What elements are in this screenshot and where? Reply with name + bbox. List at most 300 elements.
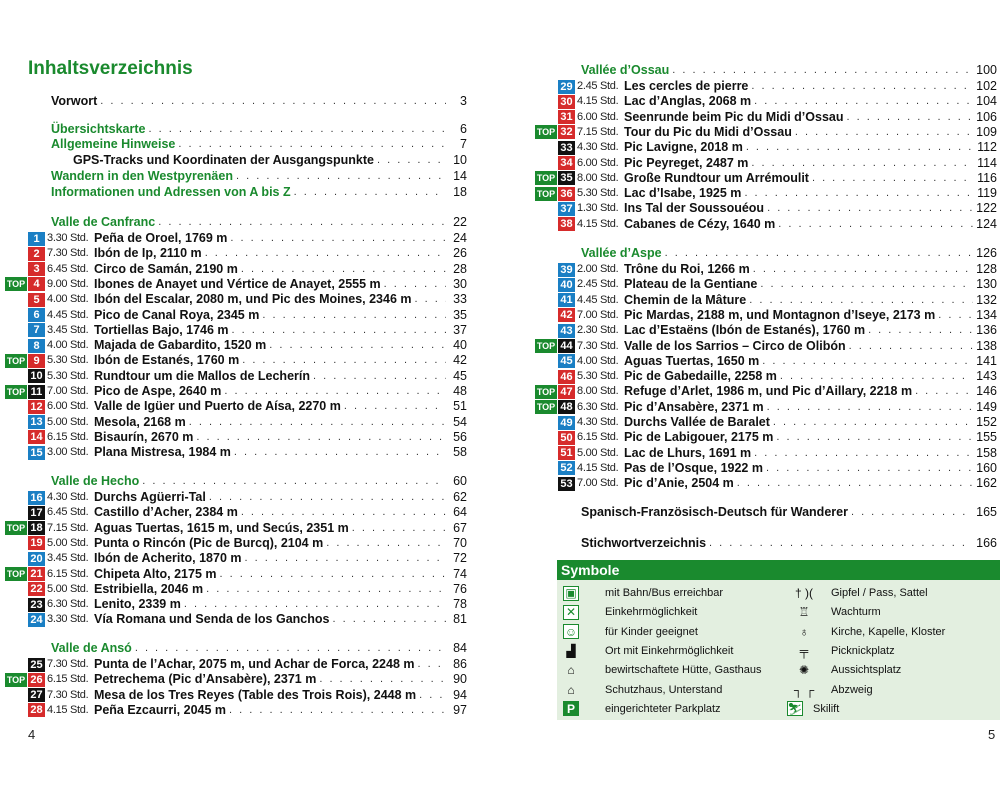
entry-title: Vallée d’Aspe	[581, 246, 662, 260]
tour-title: Valle de Igüer und Puerto de Aísa, 2270 m	[94, 399, 341, 414]
tour-duration: 1.30 Std.	[577, 202, 619, 215]
tour-page: 64	[453, 505, 467, 520]
dot-leader	[241, 505, 446, 520]
tour-row-29[interactable]	[535, 79, 997, 94]
tour-duration: 6.15 Std.	[47, 567, 89, 580]
front-entry[interactable]	[51, 137, 467, 152]
tour-row-38[interactable]	[535, 217, 997, 232]
tour-number-badge: 33	[558, 141, 575, 155]
village-icon: ▟	[566, 643, 576, 658]
tour-number-badge: 50	[558, 431, 575, 445]
top-badge: TOP	[536, 188, 556, 199]
tour-title: Tortiellas Bajo, 1746 m	[94, 322, 229, 337]
tour-number-badge: 14	[28, 430, 45, 444]
tour-title: Lac de Lhurs, 1691 m	[624, 445, 752, 460]
tour-row-9[interactable]	[5, 353, 467, 368]
tour-duration: 9.00 Std.	[47, 277, 89, 290]
back-entry[interactable]	[581, 536, 997, 551]
dot-leader	[149, 122, 447, 137]
parking-icon: P	[563, 701, 579, 716]
entry-title: Allgemeine Hinweise	[51, 137, 176, 151]
tour-page: 78	[453, 597, 467, 612]
right-page-number: 5	[988, 727, 996, 742]
tour-row-35[interactable]	[535, 171, 997, 186]
tour-row-18[interactable]	[5, 521, 467, 536]
entry-page: 6	[460, 122, 467, 136]
tour-row-46[interactable]	[535, 369, 997, 384]
symbol-item	[787, 681, 873, 699]
tour-page: 132	[976, 292, 997, 307]
dot-leader	[196, 430, 446, 445]
dot-leader	[754, 94, 973, 109]
front-entry[interactable]	[51, 94, 467, 109]
tour-title: Ibón de Estanés, 1760 m	[94, 353, 240, 368]
front-entry[interactable]	[73, 153, 467, 168]
tour-title: Circo de Samán, 2190 m	[94, 261, 238, 276]
tour-page: 138	[976, 338, 997, 353]
tour-title: Ibón de Acherito, 1870 m	[94, 551, 242, 566]
tour-duration: 4.00 Std.	[47, 293, 89, 306]
tour-row-41[interactable]	[535, 293, 997, 308]
section-heading[interactable]	[51, 641, 467, 656]
tour-duration: 4.30 Std.	[577, 141, 619, 154]
front-entry[interactable]	[51, 169, 467, 184]
symbol-item	[563, 700, 721, 718]
tour-page: 128	[976, 262, 997, 276]
tour-row-32[interactable]	[535, 125, 997, 140]
tour-page: 146	[976, 384, 997, 399]
tour-row-42[interactable]	[535, 308, 997, 323]
tour-row-48[interactable]	[535, 400, 997, 415]
tour-number-badge: 9	[28, 354, 45, 368]
symbol-item	[787, 700, 839, 718]
tour-row-52[interactable]	[535, 461, 997, 476]
picnic-icon: ╤	[799, 643, 809, 658]
dot-leader	[313, 369, 446, 384]
tour-title: Ibones de Anayet und Vértice de Anayet, 2555 m	[94, 276, 381, 291]
tour-row-20[interactable]	[5, 551, 467, 566]
tour-duration: 2.30 Std.	[577, 324, 619, 337]
tour-duration: 7.30 Std.	[577, 339, 619, 352]
tour-title: Punta o Rincón (Pic de Burcq), 2104 m	[94, 535, 324, 550]
tour-duration: 5.30 Std.	[577, 370, 619, 383]
top-badge: TOP	[536, 386, 556, 397]
tour-page: 102	[976, 79, 997, 93]
tour-number-badge: 2	[28, 247, 45, 261]
tour-number-badge: 42	[558, 308, 575, 322]
tour-duration: 4.15 Std.	[577, 95, 619, 108]
tour-duration: 4.45 Std.	[577, 293, 619, 306]
tour-title: Mesola, 2168 m	[94, 414, 186, 429]
tour-number-badge: 7	[28, 323, 45, 337]
top-badge: TOP	[536, 341, 556, 351]
top-badge: TOP	[6, 569, 26, 579]
tour-page: 152	[976, 415, 997, 429]
tour-title: Durchs Agüerri-Tal	[94, 490, 206, 504]
tour-page: 160	[976, 460, 997, 475]
tour-page: 24	[453, 231, 467, 245]
symbol-label: Wachturm	[831, 606, 881, 619]
entry-title: GPS-Tracks und Koordinaten der Ausgangspunkte	[73, 153, 374, 167]
tour-number-badge: 30	[558, 95, 575, 109]
entry-page: 14	[453, 169, 467, 183]
church-icon: ♁	[799, 624, 809, 639]
tour-row-1[interactable]	[5, 231, 467, 246]
entry-title: Informationen und Adressen von A bis Z	[51, 185, 291, 199]
tour-duration: 7.30 Std.	[47, 247, 89, 260]
symbol-item	[563, 681, 722, 699]
tour-number-badge: 29	[558, 80, 575, 94]
tour-duration: 7.30 Std.	[47, 658, 89, 670]
tour-row-30[interactable]	[535, 94, 997, 109]
tour-number-badge: 10	[28, 369, 45, 383]
symbol-label: Picknickplatz	[831, 644, 895, 657]
dot-leader	[751, 156, 974, 171]
tour-title: Majada de Gabardito, 1520 m	[94, 338, 267, 353]
tour-number-badge: 37	[558, 202, 575, 216]
tour-row-11[interactable]	[5, 384, 467, 399]
tour-row-4[interactable]	[5, 277, 467, 292]
top-badge: TOP	[536, 173, 556, 184]
tour-row-33[interactable]	[535, 140, 997, 155]
tour-row-40[interactable]	[535, 277, 997, 292]
section-heading[interactable]	[581, 246, 997, 261]
tour-duration: 6.00 Std.	[577, 110, 619, 123]
dot-leader	[269, 338, 446, 353]
tour-row-43[interactable]	[535, 323, 997, 338]
tour-row-39[interactable]	[535, 262, 997, 277]
tour-duration: 6.45 Std.	[47, 506, 89, 519]
tour-row-28[interactable]	[5, 703, 467, 718]
symbol-label: mit Bahn/Bus erreichbar	[605, 587, 723, 599]
dot-leader	[319, 672, 446, 687]
tour-duration: 4.15 Std.	[577, 461, 619, 474]
right-page	[510, 0, 1000, 800]
tour-number-badge: 21	[28, 567, 45, 581]
tour-duration: 4.00 Std.	[577, 354, 619, 367]
tour-row-13[interactable]	[5, 415, 467, 430]
symbols-heading: Symbole	[557, 560, 1000, 580]
top-badge: TOP	[6, 523, 26, 534]
tour-title: Estribiella, 2046 m	[94, 581, 204, 596]
tour-title: Trône du Roi, 1266 m	[624, 262, 750, 276]
tour-row-2[interactable]	[5, 246, 467, 261]
tour-title: Valle de los Sarrios – Circo de Olibón	[624, 338, 846, 353]
tour-number-badge: 22	[28, 582, 45, 596]
dot-leader	[184, 597, 446, 612]
tour-row-23[interactable]	[5, 597, 467, 612]
tour-duration: 6.30 Std.	[47, 598, 89, 611]
tour-page: 90	[453, 672, 467, 687]
entry-title: Vorwort	[51, 94, 98, 108]
tour-row-3[interactable]	[5, 262, 467, 277]
tour-number-badge: 47	[558, 385, 575, 399]
tour-title: Lenito, 2339 m	[94, 597, 181, 612]
symbol-item	[787, 623, 945, 641]
tour-row-47[interactable]	[535, 384, 997, 399]
dot-leader	[709, 536, 973, 551]
tour-title: Tour du Pic du Midi d’Ossau	[624, 124, 792, 139]
tour-page: 33	[453, 292, 467, 307]
front-entry[interactable]	[51, 185, 467, 200]
tour-title: Chipeta Alto, 2175 m	[94, 566, 217, 581]
symbol-label: bewirtschaftete Hütte, Gasthaus	[605, 664, 762, 677]
entry-page: 100	[976, 63, 997, 77]
section-heading[interactable]	[51, 474, 467, 489]
tour-row-25[interactable]	[5, 657, 467, 672]
tour-title: Lac d’Anglas, 2068 m	[624, 94, 752, 109]
tour-row-14[interactable]	[5, 430, 467, 445]
dot-leader	[209, 490, 446, 505]
tour-number-badge: 26	[28, 673, 45, 687]
top-badge: TOP	[536, 402, 556, 413]
tour-duration: 4.15 Std.	[47, 703, 89, 716]
symbol-item	[787, 661, 901, 679]
tour-row-8[interactable]	[5, 338, 467, 353]
dot-leader	[205, 246, 446, 261]
dot-leader	[767, 400, 973, 415]
tour-duration: 6.00 Std.	[47, 400, 89, 413]
tour-row-12[interactable]	[5, 399, 467, 414]
tour-row-37[interactable]	[535, 201, 997, 216]
tour-row-44[interactable]	[535, 339, 997, 354]
tour-number-badge: 36	[558, 187, 575, 201]
left-page	[0, 0, 490, 800]
tour-page: 26	[453, 246, 467, 261]
tour-page: 134	[976, 307, 997, 322]
tour-title: Pic d’Ansabère, 2371 m	[624, 399, 764, 414]
tour-duration: 6.15 Std.	[47, 673, 89, 686]
tour-page: 74	[453, 566, 467, 581]
dot-leader	[767, 201, 973, 216]
tour-title: Pic de Labigouer, 2175 m	[624, 430, 774, 445]
tour-row-19[interactable]	[5, 536, 467, 551]
tour-page: 37	[453, 322, 467, 337]
tour-page: 45	[453, 368, 467, 383]
tour-number-badge: 43	[558, 324, 575, 338]
entry-title: Wandern in den Westpyrenäen	[51, 169, 233, 183]
family-icon: ☺	[564, 624, 578, 639]
dot-leader	[234, 445, 446, 460]
symbol-label: Ort mit Einkehrmöglichkeit	[605, 644, 734, 657]
tour-duration: 4.45 Std.	[47, 308, 89, 321]
tour-page: 97	[453, 702, 467, 717]
entry-page: 126	[976, 246, 997, 260]
tour-row-50[interactable]	[535, 430, 997, 445]
entry-title: Vallée d’Ossau	[581, 63, 670, 77]
ski-lift-icon: ⛷	[787, 701, 803, 716]
dot-leader	[749, 293, 973, 308]
tour-number-badge: 38	[558, 217, 575, 231]
tour-row-17[interactable]	[5, 505, 467, 520]
tour-number-badge: 17	[28, 506, 45, 520]
dot-leader	[206, 582, 446, 597]
tour-row-15[interactable]	[5, 445, 467, 460]
entry-page: 165	[976, 505, 997, 519]
tour-row-21[interactable]	[5, 567, 467, 582]
tour-title: Pic Lavigne, 2018 m	[624, 140, 743, 155]
dot-leader	[795, 125, 973, 140]
dot-leader	[384, 277, 446, 292]
top-badge: TOP	[6, 355, 26, 366]
tour-title: Ibón de Ip, 2110 m	[94, 246, 202, 261]
tour-title: Aguas Tuertas, 1615 m, und Secús, 2351 m	[94, 520, 349, 535]
tour-number-badge: 20	[28, 552, 45, 566]
tour-number-badge: 16	[28, 491, 45, 505]
symbol-label: Skilift	[813, 702, 840, 715]
symbol-label: für Kinder geeignet	[605, 625, 698, 638]
tour-page: 122	[976, 201, 997, 216]
symbol-item	[563, 642, 733, 660]
entry-title: Valle de Hecho	[51, 474, 140, 488]
symbol-item	[563, 603, 697, 621]
dot-leader	[262, 308, 446, 323]
tour-duration: 4.30 Std.	[47, 491, 89, 503]
dot-leader	[744, 186, 974, 201]
tour-title: Peña de Oroel, 1769 m	[94, 231, 228, 245]
tour-title: Castillo d’Acher, 2384 m	[94, 505, 238, 520]
tour-page: 67	[453, 520, 467, 535]
tour-number-badge: 27	[28, 688, 45, 702]
dot-leader	[851, 505, 973, 520]
tour-page: 35	[453, 307, 467, 322]
dot-leader	[158, 215, 446, 230]
tour-row-49[interactable]	[535, 415, 997, 430]
entry-page: 18	[453, 185, 467, 199]
dot-leader	[100, 94, 446, 109]
entry-page: 10	[453, 153, 467, 167]
tour-row-53[interactable]	[535, 476, 997, 491]
entry-page: 7	[460, 137, 467, 151]
tour-duration: 6.30 Std.	[577, 400, 619, 413]
entry-page: 22	[453, 215, 467, 229]
tour-row-7[interactable]	[5, 323, 467, 338]
tour-title: Punta de l’Achar, 2075 m, und Achar de Forca, 2248 m	[94, 657, 415, 671]
symbol-item	[787, 603, 881, 621]
tour-row-5[interactable]	[5, 292, 467, 307]
tour-title: Peña Ezcaurri, 2045 m	[94, 702, 227, 717]
tour-duration: 5.30 Std.	[47, 354, 89, 367]
tour-row-24[interactable]	[5, 612, 467, 627]
tour-page: 143	[976, 369, 997, 384]
symbol-label: Einkehrmöglichkeit	[605, 606, 698, 619]
tour-number-badge: 11	[28, 385, 45, 399]
dot-leader	[245, 551, 447, 566]
top-badge: TOP	[6, 279, 26, 290]
tour-number-badge: 41	[558, 293, 575, 307]
dot-leader	[230, 231, 446, 246]
tour-row-31[interactable]	[535, 110, 997, 125]
bus-icon: ▣	[563, 586, 579, 601]
top-badge: TOP	[6, 386, 26, 397]
tour-number-badge: 53	[558, 477, 575, 491]
tour-row-34[interactable]	[535, 156, 997, 171]
dot-leader	[236, 169, 446, 184]
tour-title: Durchs Vallée de Baralet	[624, 415, 770, 429]
tour-row-51[interactable]	[535, 446, 997, 461]
tour-page: 119	[977, 186, 997, 201]
tour-row-27[interactable]	[5, 688, 467, 703]
tour-title: Lac d’Isabe, 1925 m	[624, 186, 742, 201]
tour-page: 81	[453, 612, 467, 627]
tour-row-6[interactable]	[5, 308, 467, 323]
tour-number-badge: 4	[28, 277, 45, 291]
dot-leader	[754, 446, 973, 461]
dot-leader	[232, 323, 446, 338]
tour-title: Aguas Tuertas, 1650 m	[624, 353, 760, 368]
tour-row-26[interactable]	[5, 672, 467, 687]
tour-duration: 8.00 Std.	[577, 171, 619, 184]
tour-title: Bisaurín, 2670 m	[94, 429, 194, 444]
section-heading[interactable]	[581, 63, 997, 78]
entry-title: Valle de Canfranc	[51, 215, 156, 229]
symbol-item	[563, 584, 723, 602]
tour-row-22[interactable]	[5, 582, 467, 597]
tour-duration: 5.30 Std.	[47, 369, 89, 382]
tour-page: 58	[453, 445, 467, 460]
tour-title: Ins Tal der Soussouéou	[624, 201, 765, 216]
dot-leader	[766, 461, 973, 476]
back-entry[interactable]	[581, 505, 997, 520]
tour-number-badge: 44	[558, 339, 575, 353]
tour-duration: 2.00 Std.	[577, 263, 619, 275]
tour-number-badge: 1	[28, 232, 45, 246]
toc-heading: Inhaltsverzeichnis	[28, 58, 193, 79]
dot-leader	[344, 399, 446, 414]
dot-leader	[737, 476, 973, 491]
tour-page: 130	[976, 277, 997, 292]
section-heading[interactable]	[51, 215, 467, 230]
symbol-item	[787, 642, 895, 660]
tour-page: 56	[453, 429, 467, 444]
top-badge: TOP	[536, 127, 556, 138]
tour-title: Pas de l’Osque, 1922 m	[624, 460, 763, 475]
tour-page: 124	[976, 216, 997, 231]
dot-leader	[746, 140, 974, 155]
tour-page: 70	[453, 535, 467, 550]
tour-duration: 6.00 Std.	[577, 156, 619, 169]
dot-leader	[419, 688, 446, 703]
tower-icon: ♖	[798, 605, 810, 620]
tour-page: 104	[976, 94, 997, 109]
tour-title: Mesa de los Tres Reyes (Table des Trois Rois), 2448 m	[94, 687, 417, 702]
tour-row-16[interactable]	[5, 490, 467, 505]
tour-page: 116	[977, 170, 997, 185]
dot-leader	[915, 384, 973, 399]
tour-title: Pico de Canal Roya, 2345 m	[94, 307, 260, 322]
tour-number-badge: 5	[28, 293, 45, 307]
tour-page: 109	[976, 124, 997, 139]
tour-number-badge: 34	[558, 156, 575, 170]
tour-page: 54	[453, 414, 467, 429]
tour-row-10[interactable]	[5, 369, 467, 384]
dot-leader	[773, 415, 973, 430]
tour-page: 158	[976, 445, 997, 460]
tour-row-36[interactable]	[535, 186, 997, 201]
tour-title: Petrechema (Pic d’Ansabère), 2371 m	[94, 672, 317, 687]
front-entry[interactable]	[51, 122, 467, 137]
junction-icon: ┐ ┌	[793, 682, 815, 697]
dot-leader	[294, 185, 446, 200]
dot-leader	[847, 110, 974, 125]
tour-duration: 4.15 Std.	[577, 217, 619, 230]
dot-leader	[418, 657, 447, 672]
tour-duration: 5.00 Std.	[47, 415, 89, 428]
dot-leader	[241, 262, 446, 277]
tour-duration: 7.15 Std.	[577, 125, 619, 138]
viewpoint-icon: ✺	[798, 663, 810, 678]
tour-row-45[interactable]	[535, 354, 997, 369]
